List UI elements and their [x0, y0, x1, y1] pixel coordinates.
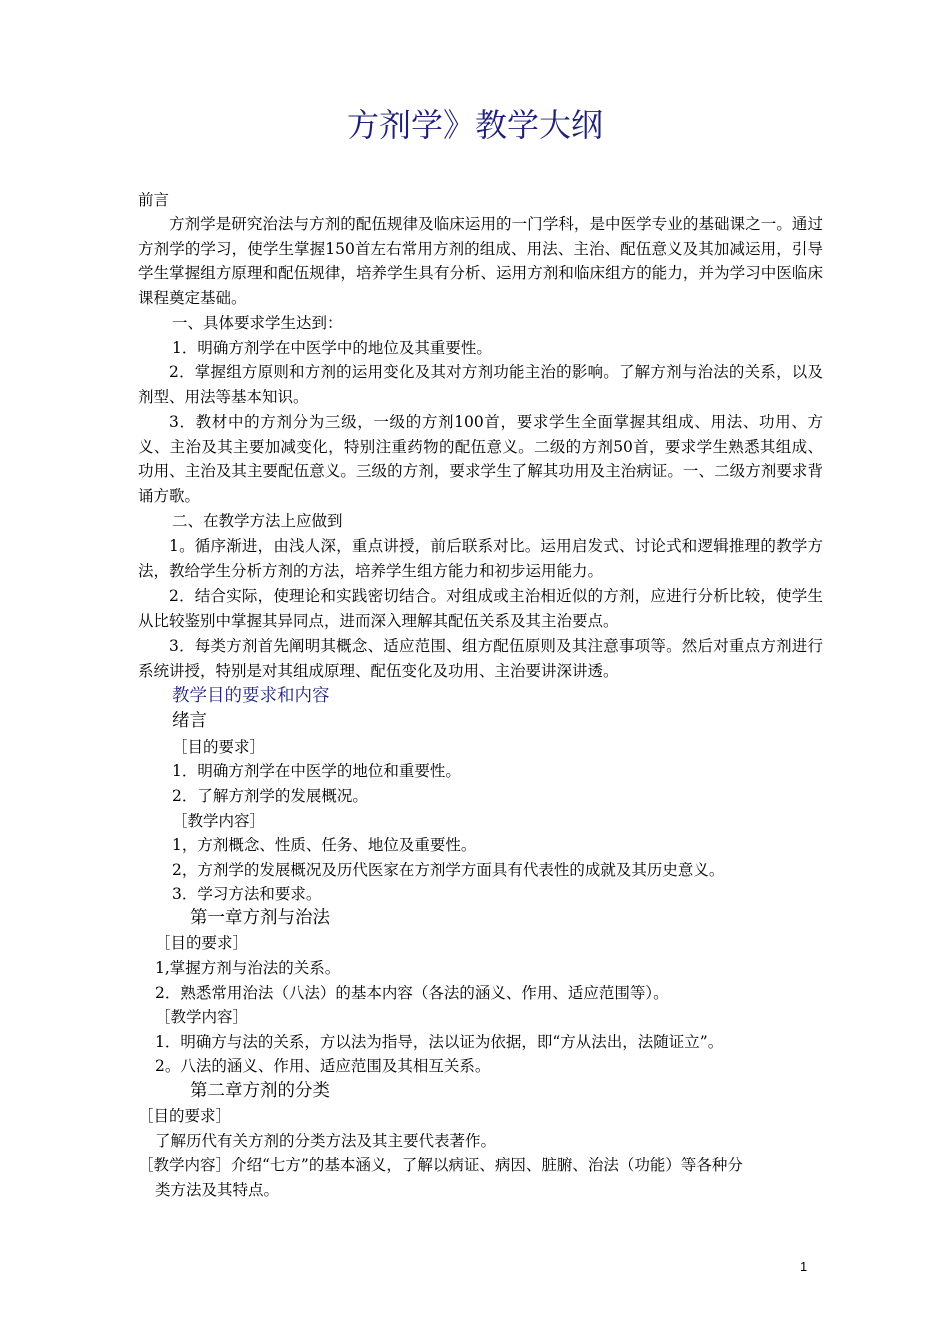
chapter2-goal-label: ［目的要求］: [138, 1107, 232, 1125]
chapter1-goal-2: 2．熟悉常用治法（八法）的基本内容（各法的涵义、作用、适应范围等）。: [155, 984, 669, 1002]
intro-content-3: 3．学习方法和要求。: [172, 885, 322, 903]
section-title: 教学目的要求和内容: [172, 686, 330, 706]
chapter1-content-label: ［教学内容］: [155, 1008, 249, 1026]
preface-heading: 前言: [138, 191, 170, 209]
chapter1-title: 第一章方剂与治法: [190, 908, 330, 928]
intro-content-1: 1，方剂概念、性质、任务、地位及重要性。: [172, 836, 477, 854]
intro-goal-1: 1．明确方剂学在中医学的地位和重要性。: [172, 762, 461, 780]
chapter2-content-line1: ［教学内容］介绍“七方”的基本涵义，了解以病证、病因、脏腑、治法（功能）等各种分: [138, 1156, 743, 1174]
method-heading: 二、在教学方法上应做到: [172, 512, 343, 530]
method-2: 2．结合实际，使理论和实践密切结合。对组成或主治相近似的方剂，应进行分析比较，使学生从比较鉴别中掌握其异同点，进而深入理解其配伍关系及其主治要点。: [138, 587, 823, 630]
requirement-1: 1．明确方剂学在中医学中的地位及其重要性。: [172, 339, 492, 357]
requirements-heading: 一、具体要求学生达到：: [172, 314, 343, 332]
chapter1-goal-1: 1,掌握方剂与治法的关系。: [155, 959, 341, 977]
chapter1-content-1: 1．明确方与法的关系，方以法为指导，法以证为依据，即“方从法出，法随证立”。: [155, 1033, 724, 1051]
method-1: 1。循序渐进，由浅人深，重点讲授，前后联系对比。运用启发式、讨论式和逻辑推理的教学方法，教给学生分析方剂的方法，培养学生组方能力和初步运用能力。: [138, 537, 823, 580]
intro-content-2: 2，方剂学的发展概况及历代医家在方剂学方面具有代表性的成就及其历史意义。: [172, 861, 725, 879]
intro-goal-2: 2．了解方剂学的发展概况。: [172, 787, 368, 805]
chapter2-title: 第二章方剂的分类: [190, 1081, 330, 1101]
chapter1-goal-label: ［目的要求］: [155, 934, 249, 952]
requirement-2: 2．掌握组方原则和方剂的运用变化及其对方剂功能主治的影响。了解方剂与治法的关系，以及剂型、用法等基本知识。: [138, 363, 823, 406]
document-title: 方剂学》教学大纲: [346, 106, 603, 144]
chapter2-goal-1: 了解历代有关方剂的分类方法及其主要代表著作。: [155, 1132, 497, 1150]
chapter2-content-line2: 类方法及其特点。: [155, 1181, 280, 1199]
requirement-3: 3．教材中的方剂分为三级，一级的方剂100首，要求学生全面掌握其组成、用法、功用、方义、主治及其主要加减变化，特别注重药物的配伍意义。二级的方剂50首，要求学生熟悉其组成、功用、主治及其主要配伍意义。三级的方剂，要求学生了解其功用及主治病证。一、二级方剂要求背诵方歌。: [138, 413, 823, 506]
intro-content-label: ［教学内容］: [172, 812, 266, 830]
chapter1-content-2: 2。八法的涵义、作用、适应范围及其相互关系。: [155, 1057, 491, 1075]
method-3: 3．每类方剂首先阐明其概念、适应范围、组方配伍原则及其注意事项等。然后对重点方剂进行系统讲授，特别是对其组成原理、配伍变化及功用、主治要讲深讲透。: [138, 637, 823, 680]
intro-chapter-title: 绪言: [172, 711, 207, 731]
intro-goal-label: ［目的要求］: [172, 738, 266, 756]
intro-paragraph: 方剂学是研究治法与方剂的配伍规律及临床运用的一门学科，是中医学专业的基础课之一。通过方剂学的学习，使学生掌握150首左右常用方剂的组成、用法、主治、配伍意义及其加减运用，引导学生掌握组方原理和配伍规律，培养学生具有分析、运用方剂和临床组方的能力，并为学习中医临床课程奠定基础。: [138, 215, 823, 308]
page-number: 1: [800, 1259, 808, 1274]
